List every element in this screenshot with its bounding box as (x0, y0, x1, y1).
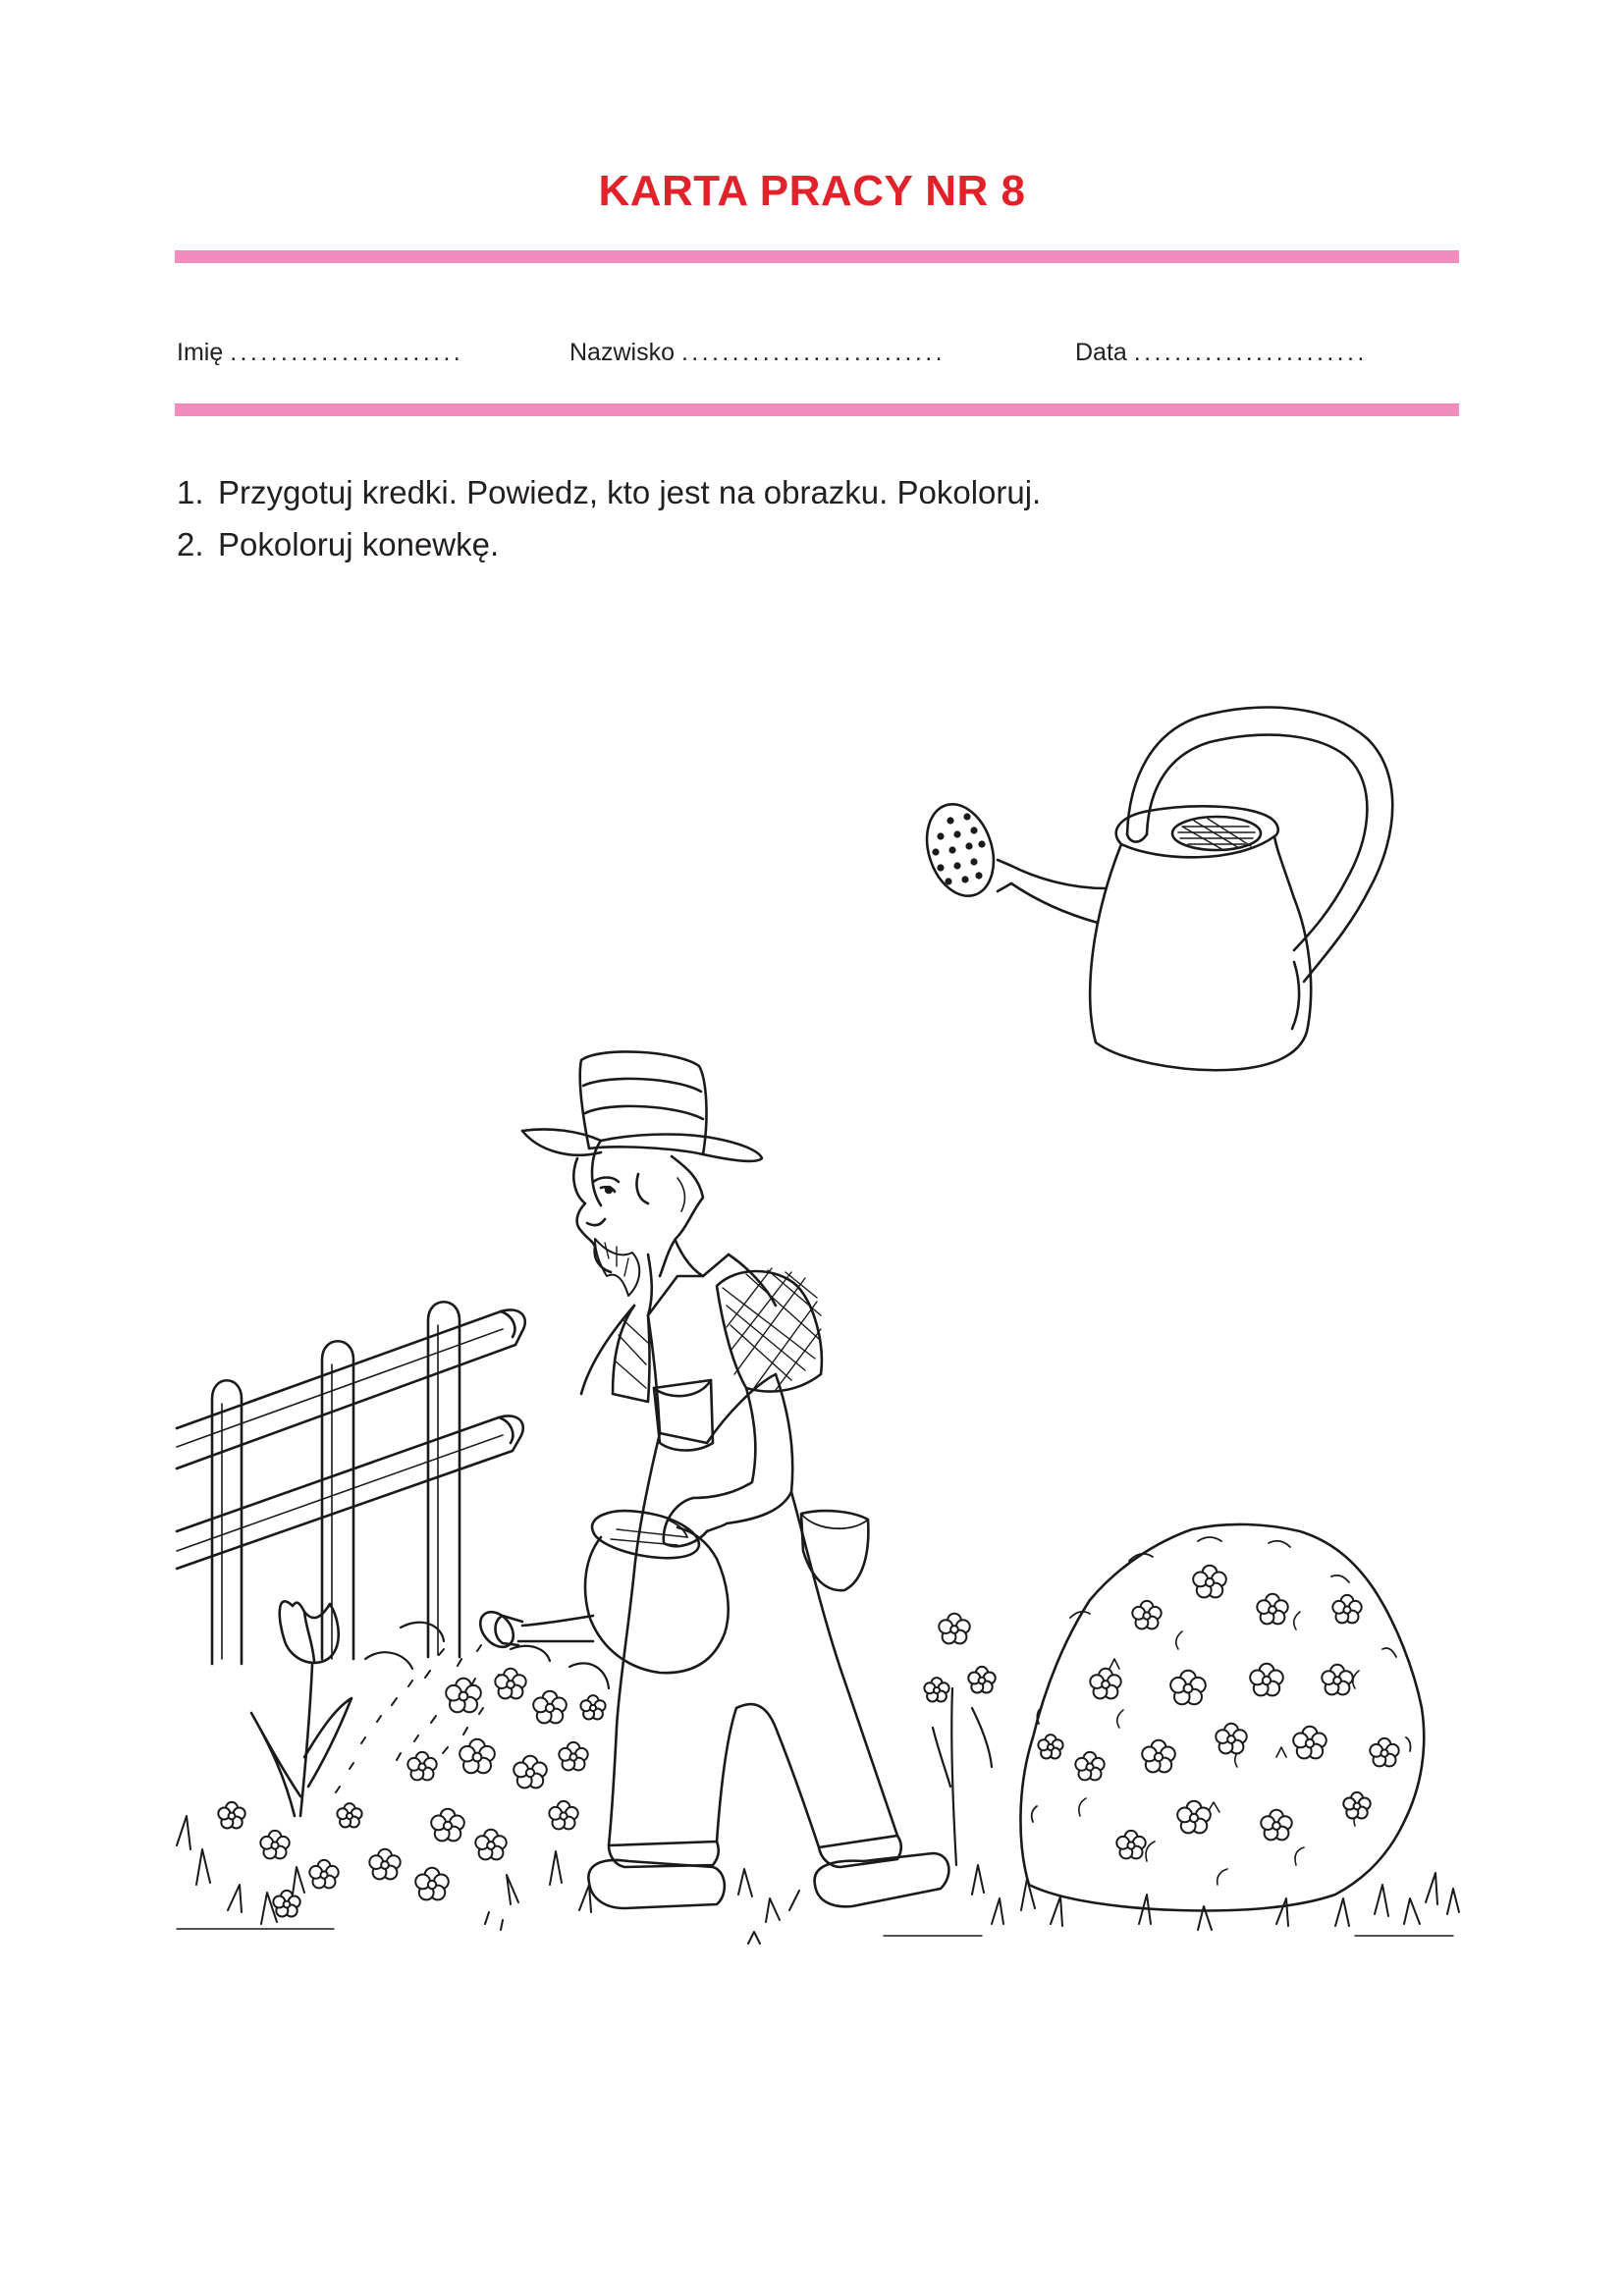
flower-center (560, 1812, 567, 1819)
flower-center (418, 1763, 425, 1770)
flowers-layer (218, 1566, 1398, 1917)
rose-holes (932, 813, 985, 884)
flower-center (569, 1753, 576, 1760)
flower-center (1380, 1749, 1387, 1756)
flower-center (271, 1842, 278, 1848)
flower-icon (431, 1809, 464, 1842)
flower-center (979, 1678, 986, 1684)
flower-center (1343, 1606, 1350, 1613)
flower-icon (475, 1830, 506, 1860)
flower-center (590, 1705, 596, 1711)
surname-dots: .......................... (680, 339, 946, 366)
flower-icon (1261, 1810, 1291, 1841)
flower-icon (260, 1831, 289, 1859)
instruction-text: Pokoloruj konewkę. (218, 526, 500, 562)
flower-icon (1293, 1727, 1326, 1759)
flower-center (460, 1692, 468, 1701)
flower-icon (1038, 1735, 1062, 1758)
first-name-label: Imię (177, 339, 224, 366)
held-watering-can-illustration (336, 1511, 729, 1792)
flower-icon (369, 1849, 400, 1880)
flower-icon (446, 1679, 481, 1713)
flower-center (1086, 1763, 1093, 1770)
flower-center (507, 1681, 514, 1688)
fence-illustration (177, 1302, 525, 1664)
flower-center (1269, 1606, 1276, 1614)
date-label: Data (1075, 339, 1127, 366)
flower-icon (1216, 1724, 1246, 1754)
tulip-illustration (251, 1601, 352, 1816)
flower-center (1048, 1744, 1054, 1750)
flower-center (1206, 1578, 1214, 1586)
flower-center (444, 1822, 452, 1830)
flower-icon (968, 1667, 995, 1693)
flower-center (284, 1901, 291, 1908)
flower-bed-illustration (365, 1623, 609, 1688)
flower-icon (218, 1802, 244, 1829)
worksheet-title: KARTA PRACY NR 8 (598, 167, 1026, 215)
flower-center (1155, 1753, 1163, 1761)
flower-icon (1343, 1792, 1370, 1819)
flower-center (1184, 1684, 1193, 1693)
flower-center (1354, 1803, 1361, 1810)
flower-icon (1142, 1740, 1175, 1773)
watering-can-illustration (916, 708, 1393, 1071)
flower-center (428, 1881, 436, 1889)
flower-icon (460, 1739, 495, 1774)
flower-icon (273, 1891, 299, 1917)
flower-center (1333, 1677, 1341, 1684)
flower-icon (1116, 1831, 1145, 1859)
flower-center (526, 1769, 534, 1777)
flower-center (381, 1861, 389, 1869)
flower-center (1102, 1681, 1110, 1688)
flower-icon (415, 1868, 449, 1900)
flower-center (1190, 1814, 1198, 1822)
flower-center (546, 1704, 554, 1712)
gardener-illustration (522, 1051, 948, 1908)
flower-icon (1132, 1601, 1161, 1629)
instruction-number: 2. (177, 526, 204, 562)
flower-icon (1075, 1752, 1104, 1781)
flower-icon (1370, 1738, 1398, 1767)
flower-center (1227, 1735, 1235, 1743)
flower-center (347, 1813, 352, 1819)
flower-icon (559, 1742, 587, 1771)
flower-icon (1170, 1671, 1206, 1705)
flower-icon (580, 1695, 605, 1719)
flower-center (229, 1813, 236, 1820)
flower-icon (1257, 1594, 1287, 1625)
flower-icon (549, 1801, 577, 1830)
flower-center (934, 1687, 940, 1693)
flower-icon (309, 1860, 338, 1889)
first-name-dots: ....................... (230, 339, 464, 366)
flower-center (1263, 1677, 1271, 1684)
flower-center (487, 1842, 495, 1849)
flower-icon (939, 1614, 969, 1644)
flower-icon (1090, 1669, 1120, 1699)
flower-icon (514, 1756, 547, 1789)
flower-center (1143, 1612, 1150, 1619)
small-flower-stems (933, 1688, 992, 1865)
flower-center (950, 1626, 958, 1633)
flower-icon (337, 1803, 361, 1827)
instruction-text: Przygotuj kredki. Powiedz, kto jest na obrazku. Pokoloruj. (218, 474, 1042, 510)
instruction-number: 1. (177, 474, 204, 510)
flower-icon (1322, 1665, 1352, 1695)
flower-center (1127, 1842, 1134, 1848)
flower-center (1272, 1822, 1280, 1830)
flower-icon (495, 1669, 525, 1699)
flower-center (473, 1753, 482, 1762)
flower-icon (1177, 1801, 1211, 1834)
flower-icon (1193, 1566, 1226, 1598)
flower-icon (407, 1752, 436, 1781)
surname-label: Nazwisko (569, 339, 675, 366)
flower-center (320, 1871, 327, 1878)
flower-icon (924, 1678, 948, 1701)
flower-icon (533, 1691, 567, 1724)
flower-center (1306, 1739, 1314, 1747)
flower-icon (1250, 1664, 1283, 1696)
date-dots: ....................... (1133, 339, 1368, 366)
flower-icon (1332, 1595, 1361, 1624)
